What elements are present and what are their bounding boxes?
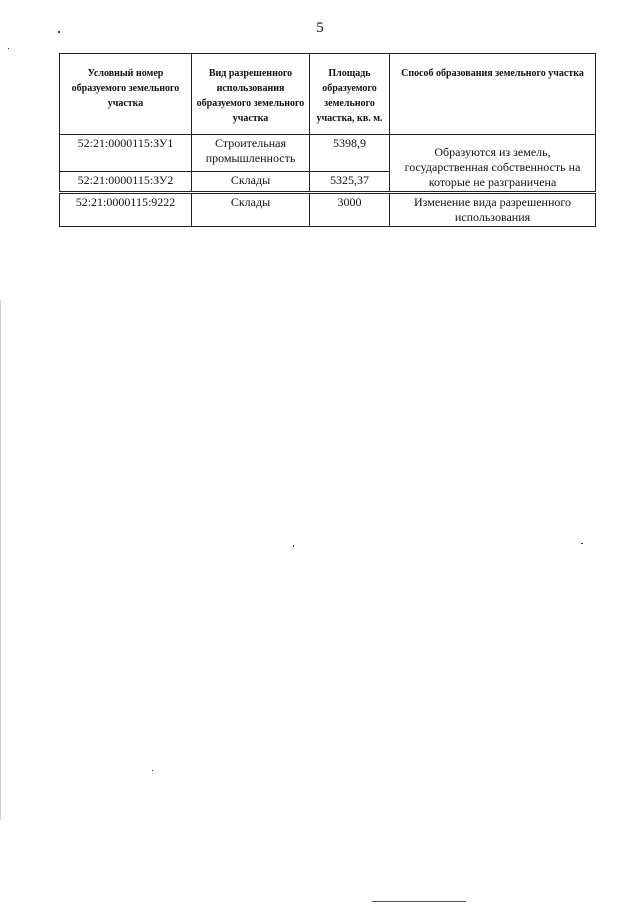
plot-number-cell: 52:21:0000115:ЗУ2 [60,171,192,192]
formation-method-cell: Образуются из земель, государственная собственность на которые не разграничена [390,135,596,193]
permitted-use-cell: Склады [192,193,310,227]
scan-speck [8,48,9,49]
page-number: 5 [316,20,324,36]
plot-number-cell: 52:21:0000115:9222 [60,193,192,227]
permitted-use-cell: Склады [192,171,310,192]
header-plot-number: Условный номер образуемого земельного участка [60,54,192,135]
area-cell: 5398,9 [310,135,390,172]
header-formation-method: Способ образования земельного участка [390,54,596,135]
table-header-row [60,54,596,135]
permitted-use-cell: Строительная промышленность [192,135,310,172]
area-cell: 5325,37 [310,171,390,192]
land-plots-table [59,53,596,227]
scan-speck [293,545,294,547]
area-cell: 3000 [310,193,390,227]
scan-speck [152,770,153,771]
scan-speck [58,31,60,33]
header-area: Площадь образуемого земельного участка, кв. м. [310,54,390,135]
formation-method-cell: Изменение вида разрешенного использования [390,193,596,227]
bottom-rule-line [372,901,466,902]
table-row [60,193,596,227]
plot-number-cell: 52:21:0000115:ЗУ1 [60,135,192,172]
scan-speck [581,543,583,544]
table-row [60,135,596,172]
header-permitted-use: Вид разрешенного использования образуемого земельного участка [192,54,310,135]
scan-edge-line [0,300,1,820]
